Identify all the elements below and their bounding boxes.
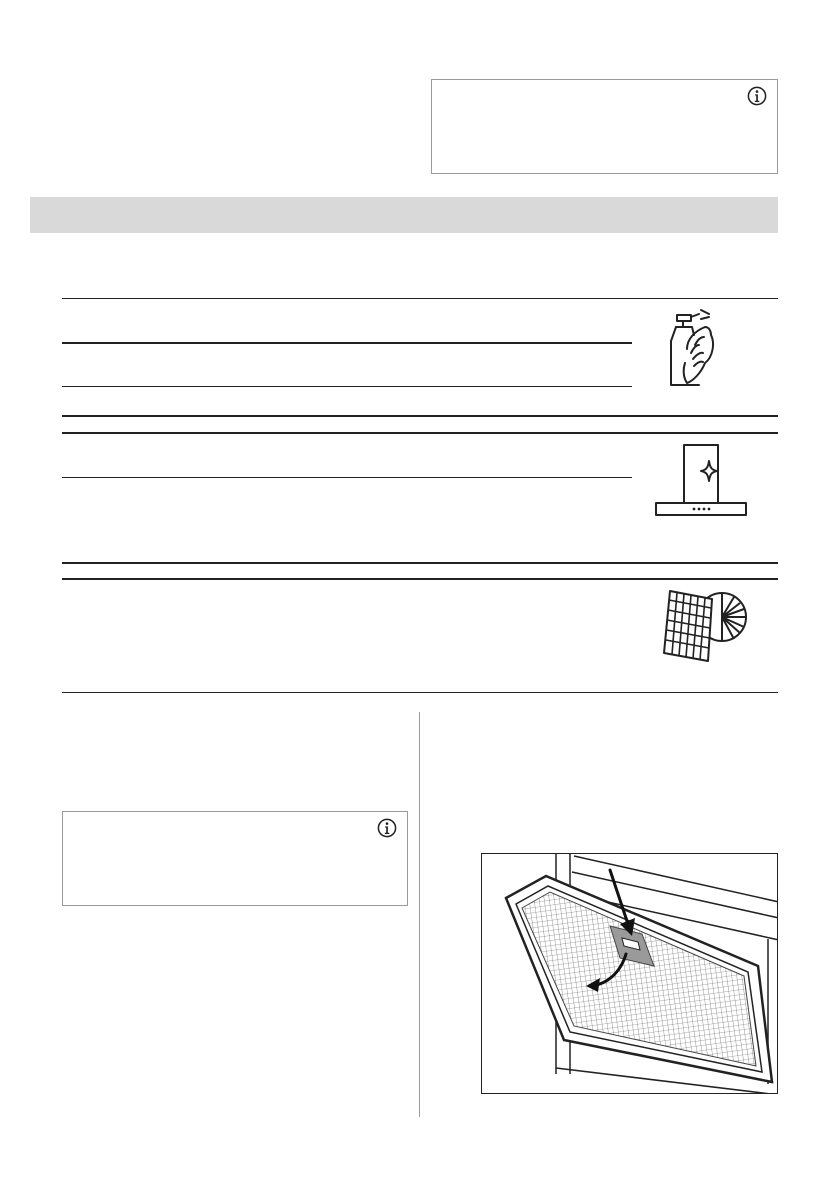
table-rule — [62, 386, 632, 387]
table-rule — [62, 415, 778, 417]
grease-filter-icon — [660, 585, 750, 665]
table-rule — [62, 342, 632, 344]
hood-sparkle-icon — [654, 443, 749, 519]
info-note-lower — [62, 811, 408, 906]
table-rule — [62, 578, 778, 580]
column-divider — [419, 712, 420, 1117]
table-rule — [62, 562, 778, 564]
table-rule — [62, 477, 632, 478]
table-rule — [62, 432, 778, 434]
spray-and-cloth-icon — [665, 305, 725, 389]
filter-removal-drawing — [482, 854, 778, 1094]
table-rule — [62, 298, 778, 299]
filter-removal-illustration — [481, 853, 778, 1094]
info-icon — [377, 818, 397, 838]
table-rule — [62, 692, 778, 693]
